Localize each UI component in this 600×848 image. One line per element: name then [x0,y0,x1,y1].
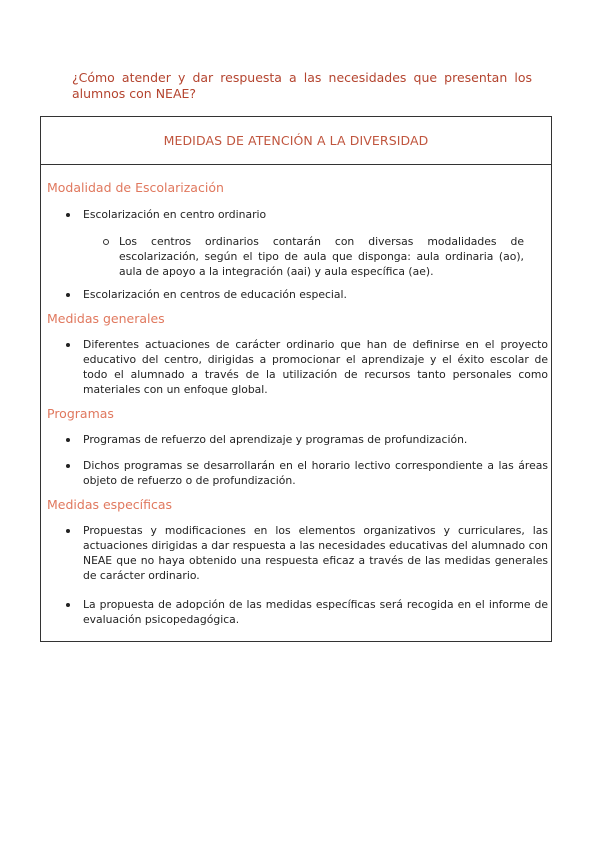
list-item: Escolarización en centro ordinario [83,207,523,222]
list-item: Escolarización en centros de educación especial. [83,287,523,302]
list-item: Programas de refuerzo del aprendizaje y programas de profundización. [83,432,548,447]
sub-list-item: Los centros ordinarios contarán con diversas modalidades de escolarización, según el tipo de aula que disponga: aula ordinaria (ao), aula de apoyo a la integración (aai) y aula específica (ae). [119,235,524,278]
list-item: La propuesta de adopción de las medidas específicas será recogida en el informe de evaluación psicopedagógica. [83,598,548,626]
section-title-medidas-generales: Medidas generales [47,311,165,326]
list-item: Diferentes actuaciones de carácter ordinario que han de definirse en el proyecto educativo del centro, dirigidas a promocionar el aprendizaje y el éxito escolar de todo el alumnado a través de la utilización de recursos tanto personales como materiales con un enfoque global. [83,338,548,396]
diversity-measures-table [40,116,552,642]
section-title-escolarizacion: Modalidad de Escolarización [47,180,224,195]
section-title-programas: Programas [47,406,114,421]
list-item: Dichos programas se desarrollarán en el horario lectivo correspondiente a las áreas objeto de refuerzo o de profundización. [83,459,548,487]
list-item: Propuestas y modificaciones en los elementos organizativos y curriculares, las actuaciones dirigidas a dar respuesta a las necesidades educativas del alumnado con NEAE que no haya obtenido una respuesta eficaz a través de las medidas generales de carácter ordinario. [83,524,548,582]
page-question-heading: ¿Cómo atender y dar respuesta a las necesidades que presentan los alumnos con NEAE? [72,70,532,101]
table-title: MEDIDAS DE ATENCIÓN A LA DIVERSIDAD [41,117,551,165]
section-title-medidas-especificas: Medidas específicas [47,497,173,512]
